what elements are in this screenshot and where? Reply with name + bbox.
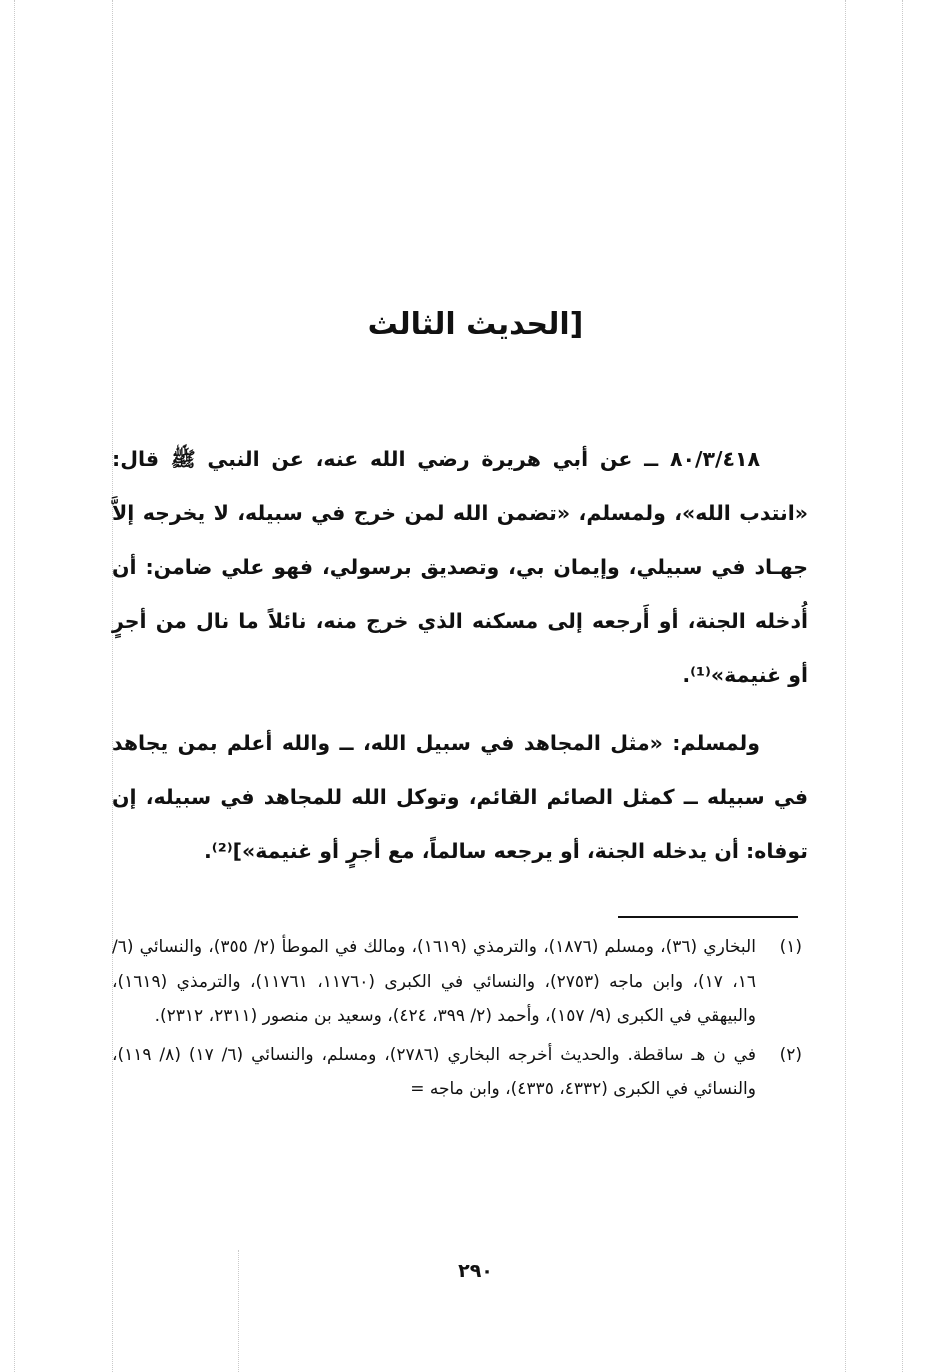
footnote-text: البخاري (٣٦)، ومسلم (١٨٧٦)، والترمذي (١٦١٩)، ومالك في الموطأ (٢/ ٣٥٥)، والنسائي (٦/ ١٦، ١٧)، وابن ماجه (٢٧٥٣)، والنسائي في الكبرى (١١٧٦٠، ١١٧٦١)، والترمذي (١٦١٩)، والبيهقي في الكبرى (٩/ ١٥٧)، وأحمد (٢/ ٣٩٩، ٤٢٤)، وسعيد بن منصور (٢٣١١، ٢٣١٢).: [112, 937, 756, 1026]
footnote-number: (١): [779, 937, 802, 957]
footnote-text: في ن هـ ساقطة. والحديث أخرجه البخاري (٢٧٨٦)، ومسلم، والنسائي (٦/ ١٧) (٨/ ١١٩)، والنسائي في الكبرى (٤٣٣٢، ٤٣٣٥)، وابن ماجه =: [112, 1044, 756, 1099]
footnotes: [112, 930, 802, 1111]
footnote: [112, 930, 802, 1034]
hadith-text: [112, 432, 808, 878]
hadith-paragraph: ولمسلم: «مثل المجاهد في سبيل الله، ــ والله أعلم بمن يجاهد في سبيله ــ كمثل الصائم القائم، وتوكل الله للمجاهد في سبيله، إن توفاه: أن يدخله الجنة، أو يرجعه سالماً، مع أجرٍ أو غنيمة»]⁽²⁾.: [112, 731, 808, 863]
page-number: ٢٩٠: [458, 1260, 493, 1282]
hadith-paragraph: ٨٠/٣/٤١٨ ــ عن أبي هريرة رضي الله عنه، عن النبي ﷺ قال: «انتدب الله»، ولمسلم، «تضمن الله لمن خرج في سبيله، لا يخرجه إلاَّ جهـاد في سبيلي، وإيمان بي، وتصديق برسولي، فهو علي ضامن: أن أُدخله الجنة، أو أَرجعه إلى مسكنه الذي خرج منه، نائلاً ما نال من أجرٍ أو غنيمة»⁽¹⁾.: [112, 447, 808, 687]
scan-guide-line: [14, 0, 15, 1372]
scan-guide-line: [902, 0, 903, 1372]
footnote: [112, 1038, 802, 1107]
section-title: [الحديث الثالث: [367, 307, 584, 342]
scan-guide-line: [238, 1250, 239, 1372]
footnote-number: (٢): [779, 1044, 802, 1065]
scan-guide-line: [845, 0, 846, 1372]
footnote-divider: [618, 916, 798, 918]
